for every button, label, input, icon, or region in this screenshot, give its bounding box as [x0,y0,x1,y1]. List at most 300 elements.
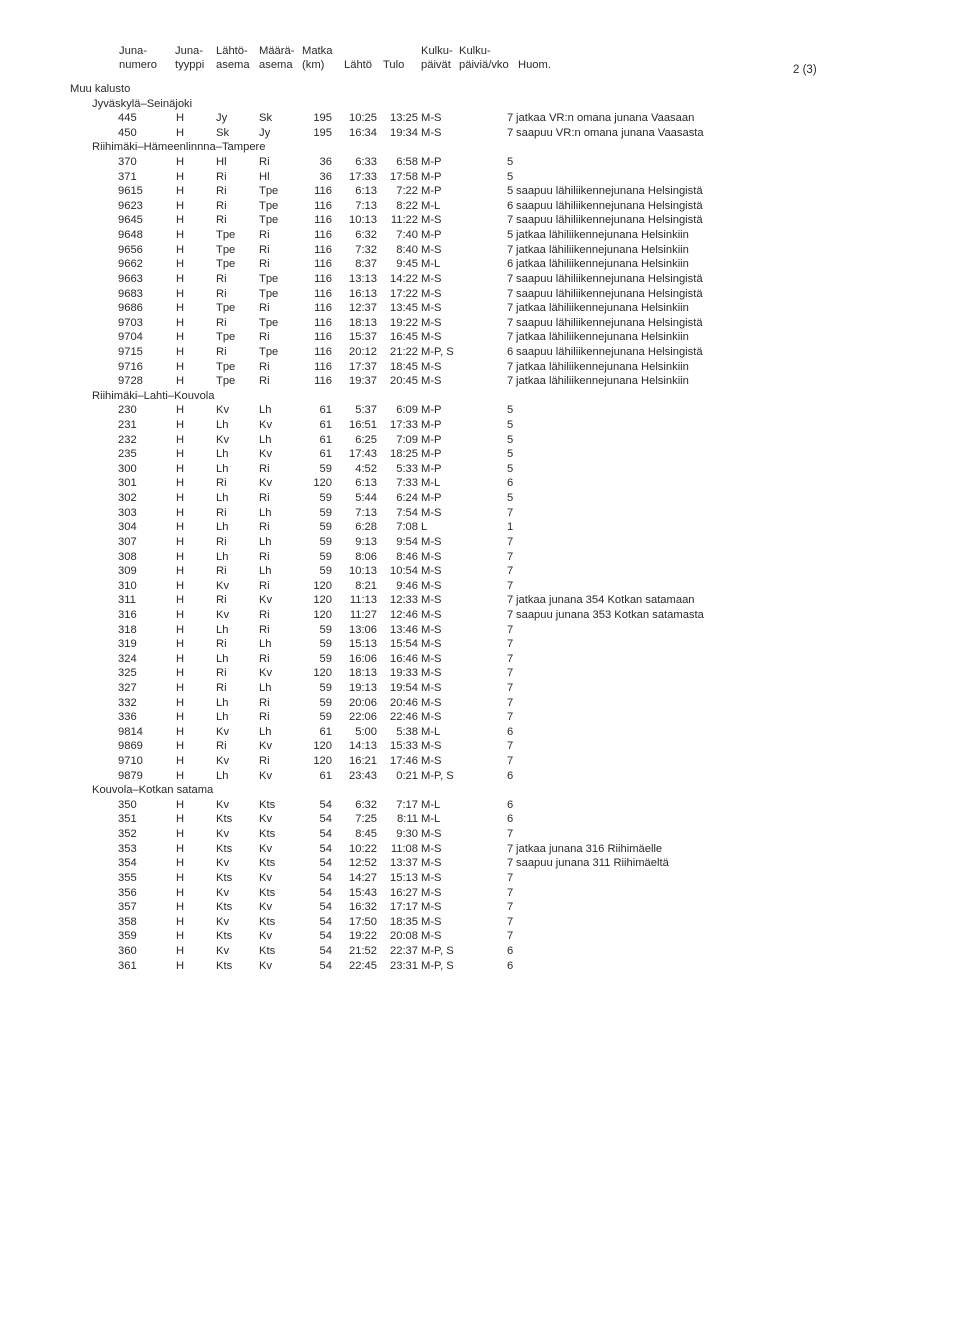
train-type: H [176,681,185,694]
arrival-time: 20:45 [390,375,418,388]
destination-station: Lh [259,433,272,446]
train-type: H [176,901,185,914]
table-row [0,944,960,959]
remark: saapuu lähiliikennejunana Helsingistä [516,199,703,212]
distance: 54 [319,944,332,957]
departure-station: Kv [216,857,230,870]
distance: 36 [319,156,332,169]
distance: 59 [319,681,332,694]
destination-station: Kts [259,857,276,870]
distance: 120 [313,755,332,768]
train-number: 9645 [118,214,143,227]
arrival-time: 10:54 [390,565,418,578]
arrival-time: 15:33 [390,740,418,753]
distance: 116 [314,243,332,256]
days-per-week: 7 [507,579,514,592]
table-row [0,681,960,696]
train-number: 353 [118,842,137,855]
header-line: Kulku- [421,45,453,57]
arrival-time: 15:54 [390,638,418,651]
departure-time: 8:45 [355,828,377,841]
departure-station: Kts [216,813,233,826]
departure-time: 15:43 [349,886,377,899]
train-type: H [176,521,185,534]
departure-station: Ri [216,287,227,300]
arrival-time: 8:40 [396,243,418,256]
running-days: M-S [421,316,442,329]
days-per-week: 7 [507,930,514,943]
destination-station: Tpe [259,272,279,285]
departure-time: 9:13 [355,535,377,548]
departure-time: 18:13 [349,667,377,680]
days-per-week: 7 [507,871,514,884]
table-row [0,403,960,418]
days-per-week: 7 [507,915,514,928]
distance: 59 [319,506,332,519]
running-days: M-P [421,492,442,505]
departure-station: Tpe [216,302,236,315]
departure-station: Sk [216,126,230,139]
header-running-days [421,44,453,72]
table-row [0,696,960,711]
departure-time: 18:13 [349,316,377,329]
destination-station: Ri [259,652,270,665]
days-per-week: 6 [507,725,514,738]
days-per-week: 7 [507,652,514,665]
days-per-week: 7 [507,316,514,329]
destination-station: Lh [259,565,272,578]
train-type: H [176,652,185,665]
arrival-time: 20:46 [390,696,418,709]
running-days: M-S [421,302,442,315]
departure-station: Lh [216,623,229,636]
days-per-week: 6 [507,477,514,490]
arrival-time: 7:08 [396,521,418,534]
running-days: M-P [421,156,442,169]
table-row [0,418,960,433]
train-type: H [176,229,185,242]
train-number: 358 [118,915,137,928]
arrival-time: 8:46 [396,550,418,563]
destination-station: Ri [259,755,270,768]
table-row [0,900,960,915]
table-row [0,126,960,141]
train-type: H [176,477,185,490]
arrival-time: 20:08 [390,930,418,943]
departure-station: Tpe [216,243,236,256]
running-days: M-S [421,272,442,285]
days-per-week: 7 [507,506,514,519]
departure-station: Lh [216,696,229,709]
departure-time: 15:37 [349,331,377,344]
departure-time: 16:06 [349,652,377,665]
header-train-type [175,44,204,72]
table-row [0,608,960,623]
departure-station: Ri [216,740,227,753]
running-days: M-S [421,243,442,256]
departure-station: Ri [216,199,227,212]
running-days: M-S [421,623,442,636]
table-row [0,213,960,228]
distance: 120 [313,740,332,753]
train-type: H [176,944,185,957]
distance: 54 [319,842,332,855]
distance: 116 [314,199,332,212]
distance: 120 [313,667,332,680]
distance: 61 [319,419,332,432]
train-type: H [176,272,185,285]
departure-time: 17:43 [349,448,377,461]
running-days: M-S [421,565,442,578]
departure-time: 4:52 [355,462,377,475]
header-line: asema [259,59,293,71]
train-number: 360 [118,944,137,957]
train-type: H [176,360,185,373]
departure-time: 10:13 [349,214,377,227]
train-type: H [176,185,185,198]
distance: 116 [314,375,332,388]
departure-time: 7:13 [355,199,377,212]
section-title: Riihimäki–Lahti–Kouvola [92,389,215,402]
departure-station: Kv [216,579,230,592]
destination-station: Kv [259,667,273,680]
table-row [0,287,960,302]
destination-station: Ri [259,550,270,563]
train-type: H [176,448,185,461]
train-type: H [176,112,185,125]
distance: 59 [319,492,332,505]
table-row [0,360,960,375]
destination-station: Kv [259,871,273,884]
departure-station: Lh [216,419,229,432]
arrival-time: 9:45 [396,258,418,271]
remark: saapuu lähiliikennejunana Helsingistä [516,345,703,358]
running-days: M-S [421,375,442,388]
arrival-time: 11:22 [390,214,418,227]
distance: 54 [319,813,332,826]
destination-station: Ri [259,492,270,505]
remark: saapuu lähiliikennejunana Helsingistä [516,316,703,329]
train-type: H [176,798,185,811]
arrival-time: 21:22 [390,345,418,358]
table-row [0,199,960,214]
header-line: Juna- [175,45,203,57]
train-number: 354 [118,857,137,870]
train-type: H [176,638,185,651]
departure-station: Tpe [216,258,236,271]
header-days-per-week [459,44,509,72]
arrival-time: 17:46 [390,755,418,768]
days-per-week: 5 [507,185,514,198]
section-heading [0,97,960,112]
category-title: Muu kalusto [70,83,131,95]
distance: 116 [314,360,332,373]
days-per-week: 7 [507,360,514,373]
days-per-week: 7 [507,287,514,300]
train-number: 9656 [118,243,143,256]
departure-time: 12:52 [349,857,377,870]
destination-station: Ri [259,696,270,709]
arrival-time: 13:45 [390,302,418,315]
distance: 59 [319,565,332,578]
remark: jatkaa lähiliikennejunana Helsinkiin [516,243,689,256]
train-number: 231 [118,419,137,432]
days-per-week: 7 [507,696,514,709]
distance: 54 [319,959,332,972]
arrival-time: 7:17 [396,798,418,811]
destination-station: Lh [259,681,272,694]
departure-station: Ri [216,535,227,548]
train-type: H [176,828,185,841]
departure-station: Ri [216,638,227,651]
table-row [0,637,960,652]
days-per-week: 5 [507,433,514,446]
departure-time: 14:13 [349,740,377,753]
departure-time: 13:13 [349,272,377,285]
departure-station: Jy [216,112,228,125]
train-type: H [176,433,185,446]
train-type: H [176,550,185,563]
train-number: 361 [118,959,137,972]
destination-station: Kv [259,477,273,490]
running-days: M-S [421,652,442,665]
remark: jatkaa lähiliikennejunana Helsinkiin [516,331,689,344]
arrival-time: 19:33 [390,667,418,680]
departure-time: 6:28 [355,521,377,534]
train-type: H [176,579,185,592]
table-row [0,257,960,272]
destination-station: Ri [259,229,270,242]
days-per-week: 5 [507,156,514,169]
departure-station: Lh [216,652,229,665]
destination-station: Lh [259,535,272,548]
table-row [0,725,960,740]
train-type: H [176,287,185,300]
train-number: 230 [118,404,137,417]
table-row [0,871,960,886]
departure-time: 20:12 [349,345,377,358]
remark: jatkaa lähiliikennejunana Helsinkiin [516,229,689,242]
train-number: 301 [118,477,137,490]
days-per-week: 6 [507,199,514,212]
train-number: 9728 [118,375,143,388]
departure-time: 5:44 [355,492,377,505]
destination-station: Ri [259,623,270,636]
distance: 54 [319,798,332,811]
arrival-time: 12:46 [390,608,418,621]
departure-time: 17:50 [349,915,377,928]
train-type: H [176,871,185,884]
departure-station: Ri [216,594,227,607]
days-per-week: 7 [507,857,514,870]
running-days: M-S [421,360,442,373]
table-row [0,579,960,594]
days-per-week: 7 [507,565,514,578]
days-per-week: 7 [507,126,514,139]
departure-station: Kv [216,828,230,841]
departure-time: 7:13 [355,506,377,519]
table-row [0,959,960,974]
table-row [0,929,960,944]
distance: 116 [314,214,332,227]
departure-time: 8:06 [355,550,377,563]
running-days: M-P [421,185,442,198]
running-days: M-S [421,608,442,621]
distance: 61 [319,769,332,782]
remark: saapuu VR:n omana junana Vaasasta [516,126,704,139]
departure-time: 6:13 [355,477,377,490]
departure-time: 16:34 [349,126,377,139]
train-number: 336 [118,711,137,724]
days-per-week: 7 [507,331,514,344]
distance: 116 [314,302,332,315]
distance: 120 [313,608,332,621]
train-type: H [176,725,185,738]
running-days: M-S [421,550,442,563]
distance: 59 [319,462,332,475]
departure-station: Lh [216,492,229,505]
running-days: M-P, S [421,944,454,957]
distance: 120 [313,594,332,607]
train-type: H [176,462,185,475]
destination-station: Lh [259,404,272,417]
days-per-week: 7 [507,272,514,285]
destination-station: Ri [259,258,270,271]
arrival-time: 17:58 [390,170,418,183]
destination-station: Kv [259,448,273,461]
departure-time: 16:21 [349,755,377,768]
running-days: M-S [421,828,442,841]
destination-station: Tpe [259,185,279,198]
distance: 59 [319,550,332,563]
departure-station: Kv [216,755,230,768]
departure-station: Kts [216,930,233,943]
train-type: H [176,243,185,256]
days-per-week: 6 [507,959,514,972]
train-number: 303 [118,506,137,519]
running-days: M-S [421,331,442,344]
table-row [0,272,960,287]
days-per-week: 6 [507,944,514,957]
table-row [0,915,960,930]
running-days: M-S [421,930,442,943]
arrival-time: 7:33 [396,477,418,490]
header-line: (km) [302,59,325,71]
train-number: 325 [118,667,137,680]
departure-station: Lh [216,550,229,563]
train-type: H [176,565,185,578]
days-per-week: 5 [507,492,514,505]
train-type: H [176,156,185,169]
departure-station: Lh [216,462,229,475]
destination-station: Hl [259,170,270,183]
table-header [0,0,960,80]
arrival-time: 16:45 [390,331,418,344]
departure-time: 7:25 [355,813,377,826]
section-heading [0,389,960,404]
departure-time: 10:13 [349,565,377,578]
header-line: Huom. [518,59,551,71]
header-departure-time [344,58,372,72]
header-line: asema [216,59,250,71]
running-days: M-S [421,886,442,899]
header-line: Matka [302,45,333,57]
departure-time: 10:22 [349,842,377,855]
table-row [0,550,960,565]
days-per-week: 7 [507,638,514,651]
running-days: M-L [421,813,441,826]
remark: saapuu lähiliikennejunana Helsingistä [516,272,703,285]
train-type: H [176,506,185,519]
running-days: M-P [421,419,442,432]
train-number: 371 [118,170,137,183]
train-number: 9716 [118,360,143,373]
running-days: M-S [421,681,442,694]
table-row [0,491,960,506]
departure-station: Kv [216,886,230,899]
days-per-week: 5 [507,404,514,417]
remark: jatkaa junana 354 Kotkan satamaan [516,594,695,607]
table-row [0,769,960,784]
distance: 116 [314,345,332,358]
train-type: H [176,375,185,388]
departure-station: Tpe [216,229,236,242]
days-per-week: 7 [507,535,514,548]
train-number: 318 [118,623,137,636]
train-number: 310 [118,579,137,592]
destination-station: Kv [259,740,273,753]
departure-station: Kv [216,404,230,417]
train-number: 355 [118,871,137,884]
arrival-time: 13:37 [390,857,418,870]
section-title: Riihimäki–Hämeenlinnna–Tampere [92,141,266,154]
header-line: Lähtö- [216,45,248,57]
arrival-time: 8:22 [396,199,418,212]
running-days: M-P, S [421,959,454,972]
header-arrival-time [383,58,404,72]
distance: 116 [314,229,332,242]
destination-station: Lh [259,506,272,519]
departure-time: 7:32 [355,243,377,256]
departure-station: Kts [216,901,233,914]
departure-station: Kv [216,725,230,738]
table-row [0,739,960,754]
destination-station: Kts [259,828,276,841]
train-number: 357 [118,901,137,914]
destination-station: Kv [259,594,273,607]
header-line: Määrä- [259,45,295,57]
distance: 36 [319,170,332,183]
distance: 116 [314,316,332,329]
header-train-number [119,44,157,72]
train-number: 359 [118,930,137,943]
train-number: 332 [118,696,137,709]
remark: jatkaa lähiliikennejunana Helsinkiin [516,375,689,388]
departure-time: 13:06 [349,623,377,636]
destination-station: Kv [259,842,273,855]
arrival-time: 7:40 [396,229,418,242]
days-per-week: 7 [507,112,514,125]
header-line: Lähtö [344,59,372,71]
table-row [0,301,960,316]
days-per-week: 5 [507,170,514,183]
days-per-week: 7 [507,302,514,315]
train-type: H [176,769,185,782]
departure-time: 21:52 [349,944,377,957]
arrival-time: 16:27 [390,886,418,899]
table-row [0,710,960,725]
distance: 120 [313,579,332,592]
